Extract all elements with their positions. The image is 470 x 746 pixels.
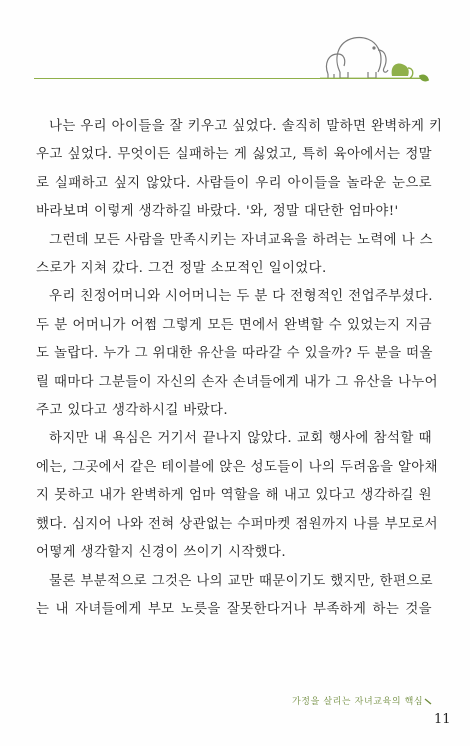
- text-line: 물론 부분적으로 그것은 나의 교만 때문이기도 했지만, 한편으로: [49, 573, 433, 589]
- text-line: 릴 때마다 그분들이 자신의 손자 손녀들에게 내가 그 유산을 나누어: [36, 374, 438, 390]
- text-line: 두 분 어머니가 어쩜 그렇게 모든 면에서 완벽할 수 있었는지 지금: [36, 317, 432, 333]
- text-line: 우리 친정어머니와 시어머니는 두 분 다 전형적인 전업주부셨다.: [49, 289, 433, 305]
- text-line: 에는, 그곳에서 같은 테이블에 앉은 성도들이 나의 두려움을 알아채: [36, 459, 438, 475]
- text-line: 어떻게 생각할지 신경이 쓰이기 시작했다.: [36, 545, 286, 561]
- text-line: 우고 싶었다. 무엇이든 실패하는 게 싫었고, 특히 육아에서는 정말: [36, 147, 432, 163]
- text-line: 나는 우리 아이들을 잘 키우고 싶었다. 솔직히 말하면 완벽하게 키: [49, 119, 443, 134]
- text-line: 그런데 모든 사람을 만족시키는 자녀교육을 하려는 노력에 나 스: [49, 232, 433, 248]
- text-line: 도 놀랍다. 누가 그 위대한 유산을 따라갈 수 있을까? 두 분을 떠올: [36, 346, 433, 362]
- text-line: 했다. 심지어 나와 전혀 상관없는 수퍼마켓 점원까지 나를 부모로서: [36, 516, 438, 532]
- text-line: 바라보며 이렇게 생각하길 바랐다. '와, 정말 대단한 엄마야!': [36, 204, 399, 220]
- running-title: 가정을 살리는 자녀교육의 핵심: [292, 697, 424, 707]
- header-rule: [34, 78, 422, 79]
- body-text: [36, 113, 443, 624]
- text-line: 지 못하고 내가 완벽하게 엄마 역할을 해 내고 있다고 생각하길 원: [36, 488, 432, 504]
- text-line: 스로가 지쳐 갔다. 그건 정말 소모적인 일이었다.: [36, 261, 327, 277]
- text-line: 하지만 내 욕심은 거기서 끝나지 않았다. 교회 행사에 참석할 때: [49, 431, 432, 447]
- elephant-family-icon: [320, 20, 430, 82]
- text-line: 는 내 자녀들에게 부모 노릇을 잘못한다거나 부족하게 하는 것을: [36, 601, 432, 617]
- text-line: 주고 있다고 생각하시길 바랐다.: [36, 403, 228, 419]
- text-line: 로 실패하고 싶지 않았다. 사람들이 우리 아이들을 놀라운 눈으로: [36, 175, 432, 191]
- footer-mark-icon: [424, 696, 434, 706]
- page-number: 11: [434, 712, 451, 727]
